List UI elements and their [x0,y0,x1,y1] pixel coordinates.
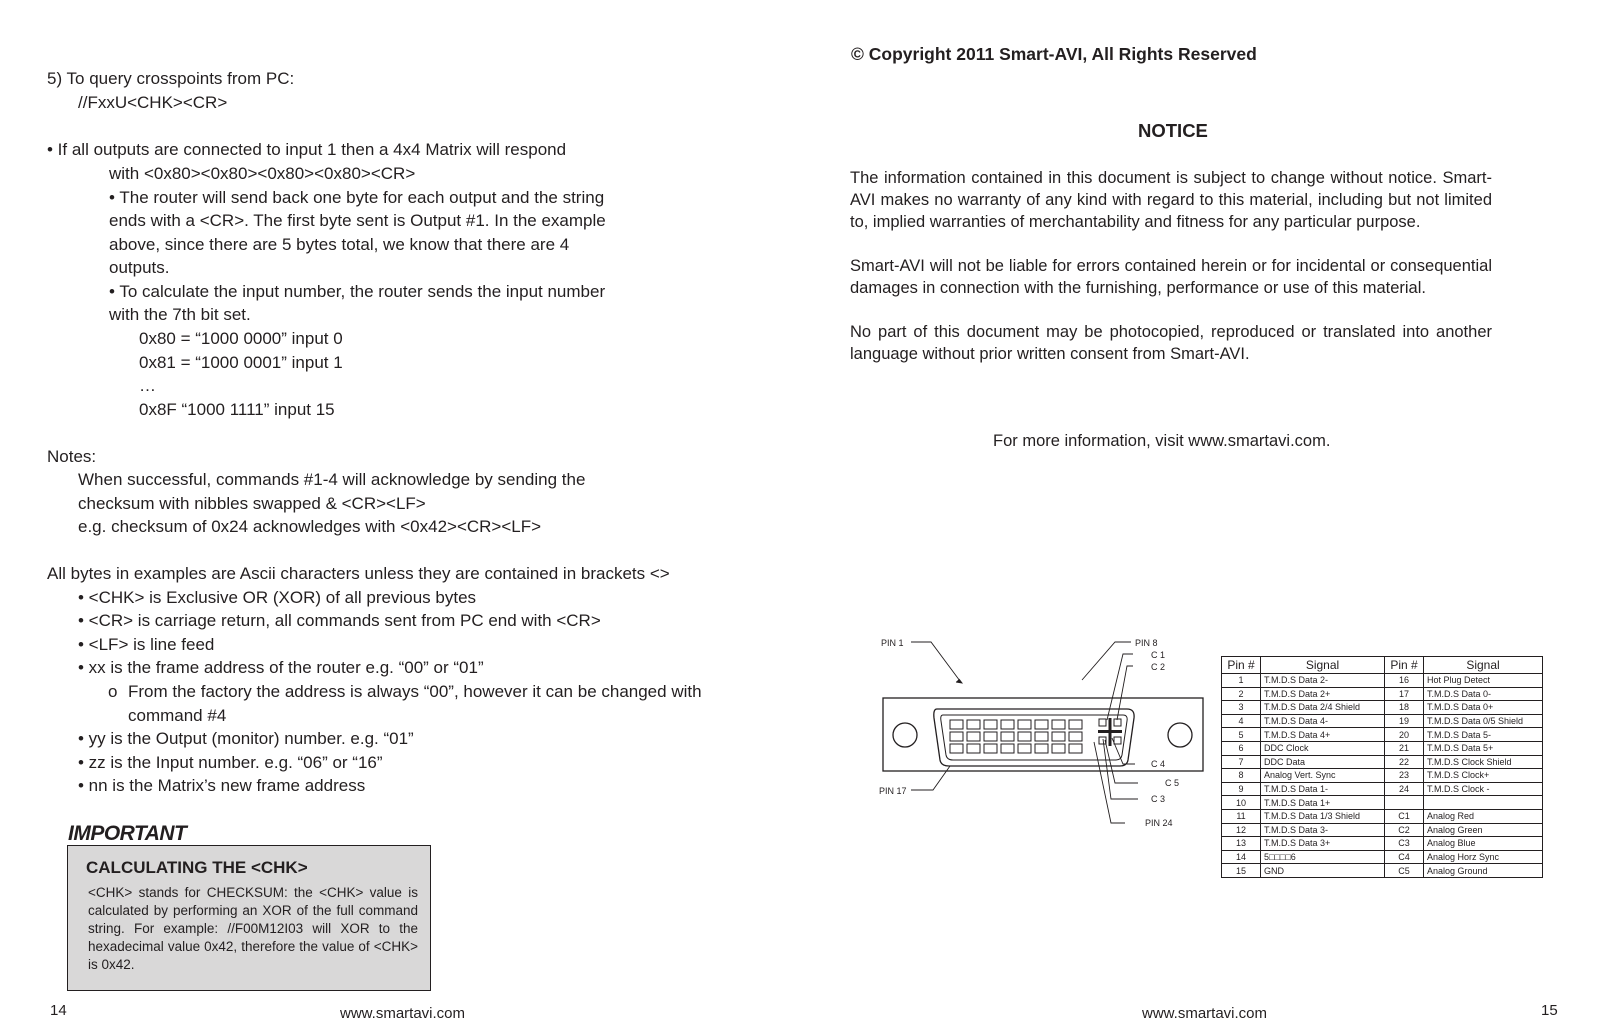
page-number-left: 14 [50,1002,67,1019]
signal-cell: Analog Red [1424,809,1543,823]
query-title: 5) To query crosspoints from PC: [47,69,295,88]
pin-number-cell [1385,796,1424,810]
label-pin17: PIN 17 [879,786,907,796]
signal-cell: T.M.D.S Data 1/3 Shield [1261,809,1385,823]
bytes-bullet: • nn is the Matrix’s new frame address [78,776,366,795]
code-line: 0x80 = “1000 0000” input 0 [139,329,343,348]
sub-bullet-line: command #4 [128,706,227,725]
bytes-bullet: • <CHK> is Exclusive OR (XOR) of all previous bytes [78,588,477,607]
bullet-intro-cont: with <0x80><0x80><0x80><0x80><CR> [109,164,416,183]
page-number-right: 15 [1541,1002,1558,1019]
table-row [1222,809,1543,823]
signal-cell: Analog Horz Sync [1424,850,1543,864]
notes-title: Notes: [47,447,97,466]
router-line: • The router will send back one byte for each output and the string [109,188,605,207]
table-row [1222,714,1543,728]
sub-bullet-marker: o [108,682,118,701]
digital-pin [950,720,963,729]
signal-cell: Analog Ground [1424,864,1543,878]
digital-pin [1001,732,1014,741]
signal-cell: GND [1261,864,1385,878]
signal-cell: Analog Green [1424,823,1543,837]
table-row [1222,782,1543,796]
notice-paragraph: The information contained in this document is subject to change without notice. Smart-AVI makes no warranty of any kind with regard to this material, including but not limited to, implied warranties of merchantability and fitness for any particular purpose. [850,169,1492,231]
code-line: … [139,376,156,395]
digital-pin [1052,744,1065,753]
bullet-intro: • If all outputs are connected to input 1 then a 4x4 Matrix will respond [47,140,567,159]
pin-number-cell: 1 [1222,674,1261,688]
code-line: 0x8F “1000 1111” input 15 [139,400,335,419]
pin-number-cell: 2 [1222,687,1261,701]
signal-cell: 5□□□□6 [1261,850,1385,864]
signal-cell: T.M.D.S Data 5- [1424,728,1543,742]
pin-number-cell: 16 [1385,674,1424,688]
signal-cell: T.M.D.S Data 0- [1424,687,1543,701]
table-row [1222,864,1543,878]
signal-cell: T.M.D.S Data 1+ [1261,796,1385,810]
label-c5: C 5 [1165,778,1180,788]
router-line: above, since there are 5 bytes total, we know that there are 4 [109,235,570,254]
header-signal: Signal [1424,657,1543,674]
pin-number-cell: 17 [1385,687,1424,701]
signal-cell: T.M.D.S Data 1- [1261,782,1385,796]
pin-number-cell: 23 [1385,769,1424,783]
notes-line: When successful, commands #1-4 will acknowledge by sending the [78,470,586,489]
digital-pin [950,744,963,753]
signal-cell: DDC Data [1261,755,1385,769]
digital-pin [1001,744,1014,753]
bytes-bullet: • yy is the Output (monitor) number. e.g. “01” [78,729,414,748]
pin-number-cell: 18 [1385,701,1424,715]
digital-pin [1069,732,1082,741]
digital-pin [1052,720,1065,729]
analog-pins [1098,718,1122,746]
important-heading: IMPORTANT [68,822,187,845]
label-pin24: PIN 24 [1145,818,1173,828]
calc-line: • To calculate the input number, the router sends the input number [109,282,606,301]
header-signal: Signal [1261,657,1385,674]
router-line: outputs. [109,258,170,277]
signal-cell: T.M.D.S Data 2- [1261,674,1385,688]
signal-cell: T.M.D.S Data 2+ [1261,687,1385,701]
signal-cell: T.M.D.S Data 0/5 Shield [1424,714,1543,728]
digital-pin [984,720,997,729]
mounting-hole-right [1168,723,1192,747]
notice-paragraph: No part of this document may be photocopied, reproduced or translated into another language without prior written consent from Smart-AVI. [850,323,1492,363]
router-line: ends with a <CR>. The first byte sent is Output #1. In the example [109,211,606,230]
digital-pin [950,732,963,741]
digital-pin [1035,720,1048,729]
table-header-row [1222,657,1543,674]
pin-number-cell: 19 [1385,714,1424,728]
pin-number-cell: 8 [1222,769,1261,783]
pin-signal-table [1221,656,1543,878]
pin-number-cell: 3 [1222,701,1261,715]
digital-pin [1035,732,1048,741]
notes-line: e.g. checksum of 0x24 acknowledges with <0x42><CR><LF> [78,517,542,536]
table-row [1222,769,1543,783]
digital-pin [1018,732,1031,741]
pin-number-cell: 7 [1222,755,1261,769]
digital-pin [1035,744,1048,753]
pin-number-cell: 10 [1222,796,1261,810]
pin-number-cell: 12 [1222,823,1261,837]
digital-pin [984,732,997,741]
pin-number-cell: C2 [1385,823,1424,837]
pin-number-cell: 24 [1385,782,1424,796]
signal-cell [1424,796,1543,810]
table-row [1222,741,1543,755]
table-row [1222,755,1543,769]
signal-cell: T.M.D.S Data 3- [1261,823,1385,837]
calc-line: with the 7th bit set. [109,305,251,324]
digital-pin [1052,732,1065,741]
signal-cell: T.M.D.S Data 2/4 Shield [1261,701,1385,715]
digital-pin [1018,744,1031,753]
checksum-box [67,845,431,991]
pin-number-cell: 14 [1222,850,1261,864]
notes-line: checksum with nibbles swapped & <CR><LF> [78,494,426,513]
digital-pin [1001,720,1014,729]
table-row [1222,701,1543,715]
pin-number-cell: C3 [1385,837,1424,851]
checksum-box-title: CALCULATING THE <CHK> [86,858,308,877]
table-row [1222,728,1543,742]
more-info: For more information, visit www.smartavi.com. [993,432,1331,450]
table-row [1222,823,1543,837]
pin-number-cell: C4 [1385,850,1424,864]
signal-cell: T.M.D.S Data 5+ [1424,741,1543,755]
table-row [1222,796,1543,810]
pin-number-cell: 9 [1222,782,1261,796]
code-line: 0x81 = “1000 0001” input 1 [139,353,343,372]
bytes-bullet: • <LF> is line feed [78,635,215,654]
signal-cell: T.M.D.S Data 4+ [1261,728,1385,742]
footer-url-left: www.smartavi.com [340,1005,466,1022]
signal-cell: T.M.D.S Clock+ [1424,769,1543,783]
query-command: //FxxU<CHK><CR> [78,93,228,112]
digital-pin [984,744,997,753]
pin-grid [950,720,1082,753]
checksum-box-text: <CHK> stands for CHECKSUM: the <CHK> value is calculated by performing an XOR of the full command string. For example: //F00M12I03 will XOR to the hexadecimal value 0x42, therefore the value of <CHK> is 0x42. [88,885,418,972]
digital-pin [1018,720,1031,729]
pin-number-cell: 6 [1222,741,1261,755]
pin-number-cell: 21 [1385,741,1424,755]
pin-number-cell: 5 [1222,728,1261,742]
pin-number-cell: C5 [1385,864,1424,878]
label-pin1: PIN 1 [881,638,904,648]
notice-title: NOTICE [1138,120,1208,141]
pin-number-cell: C1 [1385,809,1424,823]
table-row [1222,674,1543,688]
notice-paragraph: Smart-AVI will not be liable for errors contained herein or for incidental or consequential damages in connection with the furnishing, performance or use of this material. [850,257,1492,297]
pin-number-cell: 13 [1222,837,1261,851]
label-pin8: PIN 8 [1135,638,1158,648]
pin-number-cell: 4 [1222,714,1261,728]
label-c1: C 1 [1151,650,1166,660]
label-c4: C 4 [1151,759,1166,769]
bytes-bullet: • xx is the frame address of the router e.g. “00” or “01” [78,658,484,677]
digital-pin [967,744,980,753]
signal-cell: T.M.D.S Clock Shield [1424,755,1543,769]
pin-number-cell: 22 [1385,755,1424,769]
mounting-hole-left [893,723,917,747]
digital-pin [967,732,980,741]
dvi-connector-diagram [875,638,1215,856]
bytes-bullet: • <CR> is carriage return, all commands sent from PC end with <CR> [78,611,601,630]
pin-number-cell: 15 [1222,864,1261,878]
signal-cell: DDC Clock [1261,741,1385,755]
label-c2: C 2 [1151,662,1166,672]
pin-number-cell: 11 [1222,809,1261,823]
table-row [1222,837,1543,851]
signal-cell: Hot Plug Detect [1424,674,1543,688]
digital-pin [967,720,980,729]
pin-table-body [1222,674,1543,878]
footer-url-right: www.smartavi.com [1142,1005,1268,1022]
pin-number-cell: 20 [1385,728,1424,742]
signal-cell: T.M.D.S Data 3+ [1261,837,1385,851]
signal-cell: Analog Blue [1424,837,1543,851]
signal-cell: T.M.D.S Data 0+ [1424,701,1543,715]
bytes-bullet: • zz is the Input number. e.g. “06” or “16” [78,753,383,772]
table-row [1222,687,1543,701]
sub-bullet-line: From the factory the address is always “00”, however it can be changed with [128,682,702,701]
digital-pin [1069,744,1082,753]
bytes-title: All bytes in examples are Ascii characters unless they are contained in brackets <> [47,564,670,583]
signal-cell: T.M.D.S Clock - [1424,782,1543,796]
header-pin: Pin # [1222,657,1261,674]
digital-pin [1069,720,1082,729]
copyright: © Copyright 2011 Smart-AVI, All Rights Reserved [851,44,1257,64]
header-pin: Pin # [1385,657,1424,674]
table-row [1222,850,1543,864]
signal-cell: T.M.D.S Data 4- [1261,714,1385,728]
signal-cell: Analog Vert. Sync [1261,769,1385,783]
label-c3: C 3 [1151,794,1166,804]
